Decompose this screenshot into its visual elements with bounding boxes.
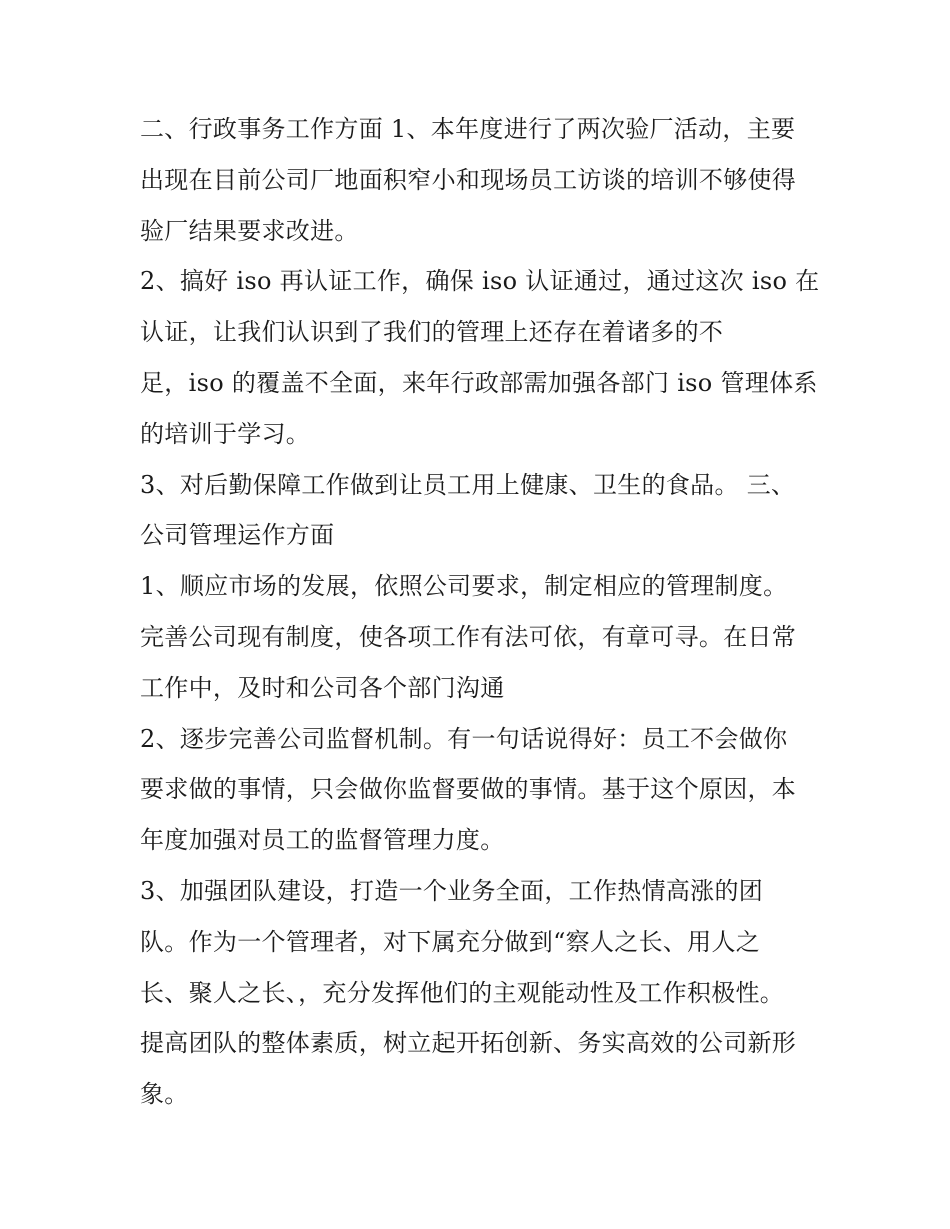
text-line: 长、聚人之长、，充分发挥他们的主观能动性及工作积极性。 (140, 978, 785, 1007)
text-line: 认证，让我们认识到了我们的管理上还存在着诸多的不 (140, 318, 724, 347)
text-line: 3、加强团队建设，打造一个业务全面，工作热情高涨的团 (140, 876, 764, 905)
text-line: 2、搞好 iso 再认证工作，确保 iso 认证通过，通过这次 iso 在 (140, 267, 820, 296)
text-line: 公司管理运作方面 (140, 521, 335, 550)
text-line: 象。 (140, 1080, 189, 1109)
text-line: 二、行政事务工作方面 1、本年度进行了两次验厂活动，主要 (140, 115, 796, 143)
text-line: 出现在目前公司厂地面积窄小和现场员工访谈的培训不够使得 (140, 165, 797, 194)
text-line: 2、逐步完善公司监督机制。有一句话说得好：员工不会做你 (140, 724, 788, 753)
text-line: 3、对后勤保障工作做到让员工用上健康、卫生的食品。 三、 (140, 470, 796, 499)
text-line: 足，iso 的覆盖不全面，来年行政部需加强各部门 iso 管理体系 (140, 368, 818, 397)
text-line: 工作中，及时和公司各个部门沟通 (140, 673, 505, 702)
document-body (140, 104, 820, 1120)
text-line: 完善公司现有制度，使各项工作有法可依，有章可寻。在日常 (140, 622, 797, 651)
text-line: 提高团队的整体素质，树立起开拓创新、务实高效的公司新形 (140, 1029, 797, 1058)
text-line: 的培训于学习。 (140, 419, 311, 448)
text-line: 年度加强对员工的监督管理力度。 (140, 826, 505, 855)
text-line: 1、顺应市场的发展，依照公司要求，制定相应的管理制度。 (140, 572, 788, 601)
text-line: 验厂结果要求改进。 (140, 216, 359, 245)
text-line: 要求做的事情，只会做你监督要做的事情。基于这个原因，本 (140, 775, 797, 804)
text-line: 队。作为一个管理者，对下属充分做到“察人之长、用人之 (140, 927, 761, 956)
